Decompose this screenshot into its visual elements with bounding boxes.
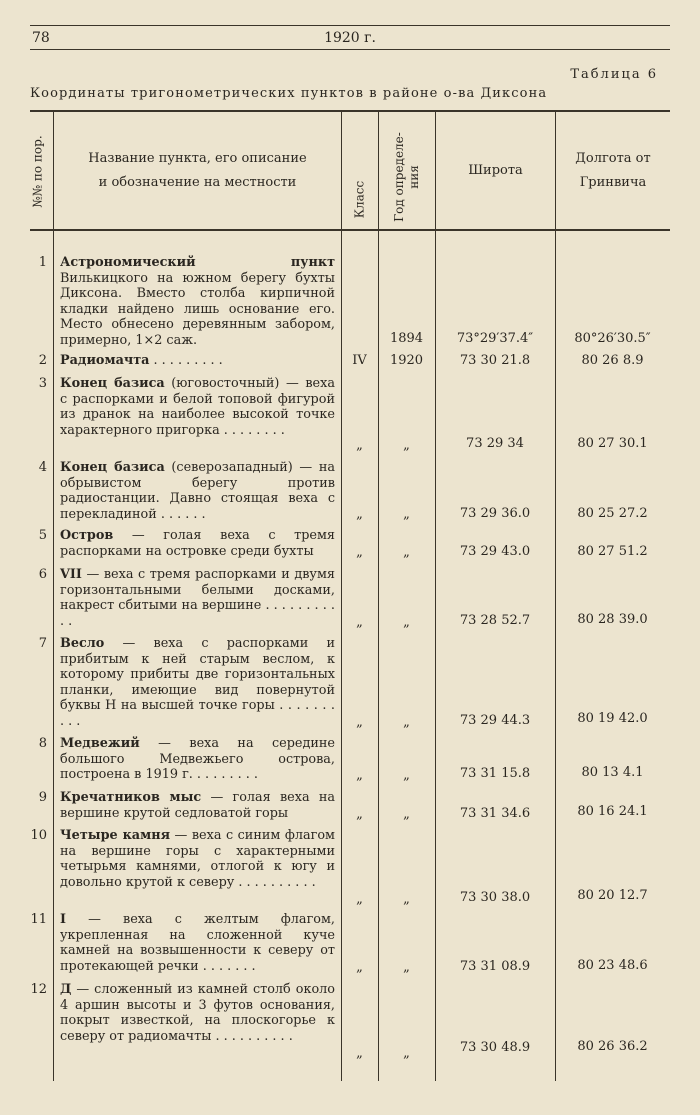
row-longitude: 80 27 30.1: [577, 436, 648, 451]
point-name: Конец базиса: [60, 460, 165, 475]
table-title: Координаты тригонометрических пунктов в районе о-ва Диксона: [30, 86, 548, 101]
table-head-rule: [30, 229, 670, 231]
col-header-latitude: Широта: [468, 163, 523, 178]
row-number: 4: [38, 460, 47, 475]
row-class: „: [356, 960, 363, 975]
row-description: [60, 567, 335, 629]
row-description: [60, 255, 335, 349]
point-name: Кречатников мыс: [60, 790, 202, 805]
row-class: „: [356, 615, 363, 630]
point-description: — голая веха на вершине крутой седловатой горы: [60, 790, 335, 821]
point-description: — веха с желтым флагом, укрепленная на сложенной куче камней на возвышенности к северу от протекающей речки . . . . . . .: [60, 912, 335, 974]
row-latitude: 73 31 34.6: [459, 806, 531, 821]
point-name: Астрономический пункт: [60, 255, 335, 270]
point-description: — веха с распорками и прибитым к ней старым веслом, к которому прибиты две горизонтальных планки, имеющие вид повернутой буквы Н на высшей точке горы . . . . . . . . . .: [60, 636, 335, 729]
row-year: „: [403, 960, 410, 975]
row-year: „: [403, 768, 410, 783]
point-description: — веха на середине большого Медвежьего острова, построена в 1919 г. . . . . . . . .: [60, 736, 335, 783]
row-longitude: 80 16 24.1: [577, 804, 648, 819]
row-longitude: 80 28 39.0: [577, 612, 648, 627]
col-header-year-line1: Год определе-: [392, 132, 406, 222]
row-longitude: 80 26 8.9: [581, 353, 644, 368]
row-number: 5: [38, 528, 47, 543]
row-description: [60, 982, 335, 1044]
row-class: „: [356, 892, 363, 907]
row-latitude: 73 31 15.8: [459, 766, 531, 781]
col-header-name-line1: Название пункта, его описание: [88, 151, 307, 166]
point-name: I: [60, 912, 66, 927]
row-latitude: 73 28 52.7: [459, 613, 531, 628]
page-header: [30, 28, 670, 46]
col-header-longitude: [556, 147, 670, 195]
row-year: 1920: [389, 353, 424, 368]
row-number: 1: [38, 255, 47, 270]
row-class: „: [356, 1046, 363, 1061]
col-header-year: [392, 127, 422, 227]
col-header-name: [55, 147, 340, 195]
row-latitude: 73 30 21.8: [459, 353, 531, 368]
row-class: „: [356, 545, 363, 560]
row-description: [60, 828, 335, 890]
row-latitude: 73 30 38.0: [459, 890, 531, 905]
col-divider-4: [435, 111, 436, 1081]
point-name: Д: [60, 982, 72, 997]
col-divider-5: [555, 111, 556, 1081]
row-longitude: 80°26′30.5″: [574, 331, 651, 346]
row-latitude: 73 29 43.0: [459, 544, 531, 559]
row-longitude: 80 23 48.6: [577, 958, 648, 973]
row-class: IV: [352, 353, 367, 368]
row-description: [60, 736, 335, 783]
row-number: 2: [38, 353, 47, 368]
row-year: 1894: [389, 331, 424, 346]
header-rule-bottom: [30, 49, 670, 50]
row-description: [60, 460, 335, 522]
row-year: „: [403, 615, 410, 630]
row-number: 10: [30, 828, 47, 843]
point-description: — веха с тремя распорками и двумя горизонтальными белыми досками, накрест сбитыми на вершине . . . . . . . . . . .: [60, 567, 335, 629]
col-header-longitude-line2: Гринвича: [579, 175, 647, 190]
row-number: 6: [38, 567, 47, 582]
row-latitude: 73°29′37.4″: [456, 331, 534, 346]
row-description: [60, 353, 335, 369]
running-year: 1920 г.: [324, 30, 376, 46]
row-number: 7: [38, 636, 47, 651]
row-year: „: [403, 1046, 410, 1061]
row-latitude: 73 30 48.9: [459, 1040, 531, 1055]
row-class: „: [356, 807, 363, 822]
point-name: Четыре камня: [60, 828, 171, 843]
point-description: (юговосточный) — веха с распорками и белой топовой фигурой из дранок на наиболее высокой точке характерного пригорка . . . . . . . .: [60, 376, 335, 438]
row-description: [60, 912, 335, 974]
point-description: (северозападный) — на обрывистом берегу против радиостанции. Давно стоящая веха с перекладиной . . . . . .: [60, 460, 335, 522]
row-class: „: [356, 768, 363, 783]
point-description: — сложенный из камней столб около 4 аршин высоты и 3 футов основания, покрыт известкой, на плоскогорье к северу от радиомачты . . . . . . . . . .: [60, 982, 335, 1044]
page-number: 78: [32, 30, 50, 46]
row-year: „: [403, 438, 410, 453]
header-rule-top: [30, 25, 670, 26]
col-header-number: №№ по пор.: [30, 135, 45, 208]
row-class: „: [356, 507, 363, 522]
col-divider-3: [378, 111, 379, 1081]
row-year: „: [403, 545, 410, 560]
row-longitude: 80 20 12.7: [577, 888, 648, 903]
row-longitude: 80 19 42.0: [577, 711, 648, 726]
row-class: „: [356, 715, 363, 730]
row-longitude: 80 26 36.2: [577, 1039, 648, 1054]
point-description: . . . . . . . . .: [149, 353, 223, 368]
row-year: „: [403, 807, 410, 822]
row-description: [60, 636, 335, 730]
row-year: „: [403, 715, 410, 730]
col-header-name-line2: и обозначение на местности: [98, 175, 297, 190]
point-description: — веха с синим флагом на вершине горы с характерными четырьмя камнями, отлогой к югу и довольно крутой к северу . . . . . . . . . .: [60, 828, 335, 890]
row-latitude: 73 29 36.0: [459, 506, 531, 521]
row-latitude: 73 29 34: [466, 436, 524, 451]
point-name: VII: [60, 567, 82, 582]
row-description: [60, 528, 335, 559]
point-description: — голая веха с тремя распорками на островке среди бухты: [60, 528, 335, 559]
point-name: Остров: [60, 528, 114, 543]
col-header-class: Класс: [352, 180, 367, 219]
row-latitude: 73 29 44.3: [459, 713, 531, 728]
col-divider-2: [341, 111, 342, 1081]
point-name: Весло: [60, 636, 105, 651]
row-longitude: 80 13 4.1: [581, 765, 644, 780]
col-header-longitude-line1: Долгота от: [575, 151, 651, 166]
row-class: „: [356, 438, 363, 453]
table-label: Таблица 6: [570, 67, 658, 82]
table-top-rule: [30, 110, 670, 112]
row-number: 3: [38, 376, 47, 391]
row-longitude: 80 27 51.2: [577, 544, 648, 559]
row-year: „: [403, 892, 410, 907]
row-description: [60, 790, 335, 821]
row-number: 11: [30, 912, 47, 927]
row-number: 8: [38, 736, 47, 751]
row-longitude: 80 25 27.2: [577, 506, 648, 521]
row-description: [60, 376, 335, 438]
point-name: Конец базиса: [60, 376, 165, 391]
point-description: Вилькицкого на южном берегу бухты Диксона. Вместо столба кирпичной кладки найдено лишь основание его. Место обнесено деревянным забором, примерно, 1×2 саж.: [60, 270, 335, 348]
row-number: 12: [30, 982, 47, 997]
point-name: Радиомачта: [60, 353, 150, 368]
row-number: 9: [38, 790, 47, 805]
point-name: Медвежий: [60, 736, 140, 751]
row-year: „: [403, 507, 410, 522]
col-divider-1: [53, 111, 54, 1081]
row-latitude: 73 31 08.9: [459, 959, 531, 974]
col-header-year-line2: ния: [407, 165, 421, 189]
